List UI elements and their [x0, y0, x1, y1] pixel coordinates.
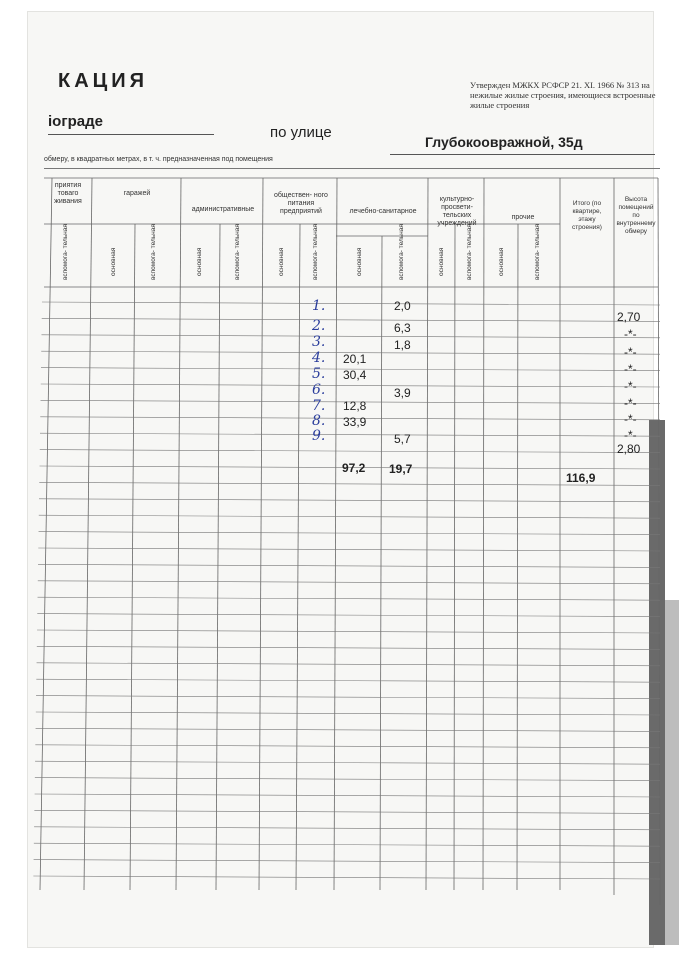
table-rule: [34, 860, 660, 863]
subcol-main: основная: [438, 247, 445, 276]
col-height: Высота помещений по внутреннему обмеру: [616, 196, 656, 235]
cell-aux: 2,0: [394, 299, 411, 313]
table-rule: [39, 532, 660, 535]
cell-height: -*-: [624, 428, 637, 442]
table-rule: [37, 630, 660, 633]
table-rule: [36, 696, 660, 699]
row-number: 5.: [312, 366, 326, 382]
cell-height: 2,70: [617, 310, 641, 324]
table-rule: [37, 663, 660, 666]
subcol-aux: вспомога- тельная: [150, 224, 157, 280]
cell-aux: 6,3: [394, 321, 411, 335]
cell-main: 20,1: [343, 352, 367, 366]
table-rule: [38, 581, 660, 584]
table-rule: [35, 794, 660, 797]
subcol-main: основная: [196, 247, 203, 276]
row-number: 3.: [312, 334, 326, 350]
table-rule: [38, 597, 660, 600]
subcol-aux: вспомога- тельная: [62, 224, 69, 280]
col-group-medical: лечебно-санитарное: [349, 208, 417, 215]
col-group-admin: административные: [191, 206, 255, 213]
table-rule: [37, 614, 660, 617]
cell-aux: 5,7: [394, 432, 411, 446]
col-group-trade: приятия товаго живания: [54, 182, 82, 205]
col-total: Итого (по квартире, этажу строения): [572, 200, 602, 231]
table-rule: [34, 843, 660, 846]
row-number: 2.: [312, 318, 326, 334]
cell-height: -*-: [624, 412, 637, 426]
col-group-other: прочие: [511, 214, 535, 221]
subcol-main: основная: [498, 247, 505, 276]
row-number: 8.: [312, 413, 326, 429]
cell-height: -*-: [624, 396, 637, 410]
table-rule: [39, 515, 660, 518]
subcol-aux: вспомога- тельная: [312, 224, 319, 280]
subcol-aux: вспомога- тельная: [234, 224, 241, 280]
row-number: 4.: [312, 350, 326, 366]
street-value: Глубокоовражной, 35д: [425, 134, 583, 150]
table-rule: [37, 646, 660, 649]
table-rule: [36, 679, 660, 682]
table-rule: [39, 499, 660, 502]
cell-height: -*-: [624, 327, 637, 341]
cell-main: 12,8: [343, 399, 367, 413]
table-rule: [35, 761, 660, 764]
table-rule: [38, 564, 660, 567]
cell-height: 2,80: [617, 442, 641, 456]
table-rule: [40, 450, 660, 453]
table-rule: [35, 778, 660, 781]
cell-height: -*-: [624, 362, 637, 376]
page-title: КАЦИЯ: [58, 70, 149, 92]
cell-aux: 3,9: [394, 386, 411, 400]
table-rule: [35, 745, 660, 748]
cell-aux: 1,8: [394, 338, 411, 352]
table-rule: [34, 827, 660, 830]
total-aux: 19,7: [389, 462, 413, 476]
subcol-aux: вспомога- тельная: [466, 224, 473, 280]
cell-height: -*-: [624, 345, 637, 359]
subcol-main: основная: [356, 247, 363, 276]
row-number: 9.: [312, 428, 326, 444]
col-group-catering: обществен- ного питания предприятий: [274, 192, 328, 215]
total-main: 97,2: [342, 461, 366, 475]
subcol-aux: вспомога- тельная: [534, 224, 541, 280]
total-sum: 116,9: [566, 471, 596, 485]
cell-main: 33,9: [343, 415, 367, 429]
table-rule: [40, 433, 660, 436]
subcol-aux: вспомога- тельная: [398, 224, 405, 280]
table-rule: [38, 548, 660, 551]
cell-main: 30,4: [343, 368, 367, 382]
area-note: обмеру, в квадратных метрах, в т. ч. предназначенная под помещения: [44, 156, 273, 163]
col-group-garages: гаражей: [123, 190, 151, 197]
subcol-main: основная: [110, 247, 117, 276]
city-label: іограде: [48, 113, 103, 130]
row-number: 1.: [312, 298, 326, 314]
table-rule: [36, 712, 660, 715]
table-rule: [36, 728, 660, 731]
cell-height: -*-: [624, 379, 637, 393]
approval-note: Утвержден МЖКХ РСФСР 21. XI. 1966 № 313 на нежилые жилые строения, имеющиеся встроенные жилые строения: [470, 80, 656, 110]
table-rule: [34, 810, 660, 813]
row-number: 6.: [312, 382, 326, 398]
row-number: 7.: [312, 398, 326, 414]
table-rule: [33, 876, 660, 879]
subcol-main: основная: [278, 247, 285, 276]
street-label: по улице: [270, 124, 332, 141]
col-group-cultural: культурно- просвети- тельских учреждений: [437, 196, 477, 227]
